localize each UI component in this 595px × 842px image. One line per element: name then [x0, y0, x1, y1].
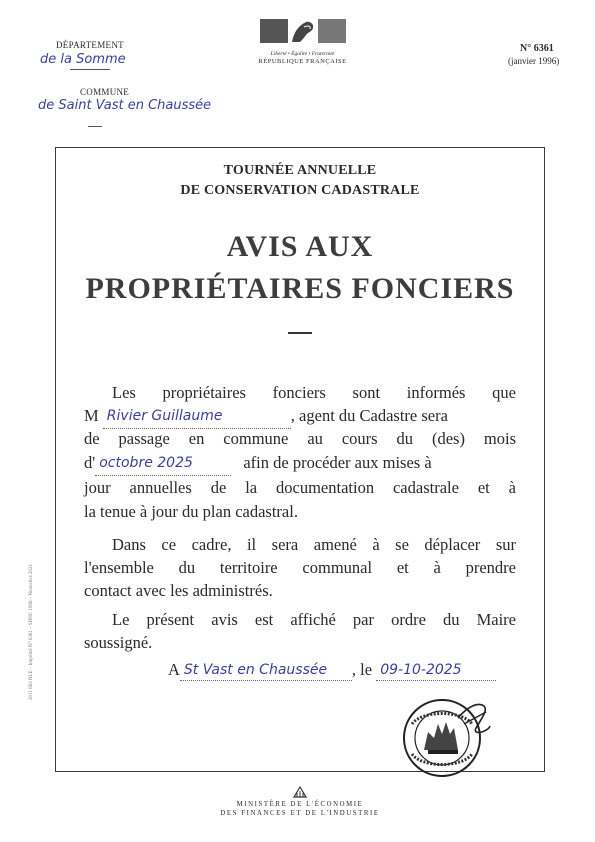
department-divider [70, 69, 110, 70]
ministry-line1: MINISTÈRE DE L'ÉCONOMIE [236, 801, 364, 808]
agent-prefix: M [84, 406, 99, 425]
paragraph1-line1: Les propriétaires fonciers sont informés que [112, 383, 516, 402]
paragraph3-line2: soussigné. [84, 633, 153, 652]
paragraph2-line3: contact avec les administrés. [84, 581, 273, 600]
date-value: 09-10-2025 [380, 662, 462, 678]
place-field [180, 660, 352, 681]
paragraph1-line6: la tenue à jour du plan cadastral. [84, 502, 298, 521]
form-number: N° 6361 [520, 43, 554, 54]
republic-motto: Liberté • Égalité • Fraternité [270, 51, 335, 57]
agent-name-field [103, 405, 291, 429]
agent-suffix: , agent du Cadastre sera [290, 406, 448, 425]
commune-label: COMMUNE [80, 87, 130, 97]
paragraph2-line2: l'ensemble du territoire communal et à prendre [84, 558, 516, 577]
paragraph1-line4 [84, 452, 516, 476]
date-prefix: , le [351, 660, 373, 679]
paragraph1-line3: de passage en commune au cours du (des) mois [84, 429, 516, 448]
title-separator [288, 332, 312, 334]
ministry-emblem-icon [292, 785, 308, 799]
town-hall-seal-icon [398, 688, 494, 784]
commune-divider [88, 126, 102, 127]
form-edition: (janvier 1996) [508, 56, 560, 66]
paragraph1-line2 [84, 405, 516, 429]
agent-name: Rivier Guillaume [106, 408, 223, 424]
republic-logo [255, 18, 350, 65]
marianne-icon [258, 18, 348, 44]
place-date-line [168, 660, 496, 681]
side-reference: 2011 663 NLE – Imprimé N° 6361 – SDNC 1996 – Nouvelles 2021 [29, 564, 34, 700]
department-label: DÉPARTEMENT [56, 40, 124, 50]
place-value: St Vast en Chaussée [183, 662, 328, 678]
notice-title-line2: PROPRIÉTAIRES FONCIERS [85, 272, 515, 305]
date-field [376, 660, 496, 681]
month-prefix: d' [84, 453, 96, 472]
month-suffix: afin de procéder aux mises à [243, 453, 432, 472]
month-field [95, 452, 231, 476]
notice-title-line1: AVIS AUX [226, 230, 374, 263]
month-value: octobre 2025 [99, 455, 193, 471]
paragraph2-line1: Dans ce cadre, il sera amené à se déplacer sur [112, 535, 516, 554]
commune-value: de Saint Vast en Chaussée [38, 98, 212, 113]
notice-heading-line1: TOURNÉE ANNUELLE [223, 163, 377, 178]
paragraph1-line5: jour annuelles de la documentation cadastrale et à [84, 478, 516, 497]
republic-name: RÉPUBLIQUE FRANÇAISE [258, 58, 347, 65]
department-value: de la Somme [40, 52, 126, 67]
notice-heading-line2: DE CONSERVATION CADASTRALE [180, 183, 420, 198]
paragraph3-line1: Le présent avis est affiché par ordre du Maire [112, 610, 516, 629]
ministry-line2: DES FINANCES ET DE L'INDUSTRIE [220, 810, 380, 817]
place-prefix: A [168, 660, 180, 679]
